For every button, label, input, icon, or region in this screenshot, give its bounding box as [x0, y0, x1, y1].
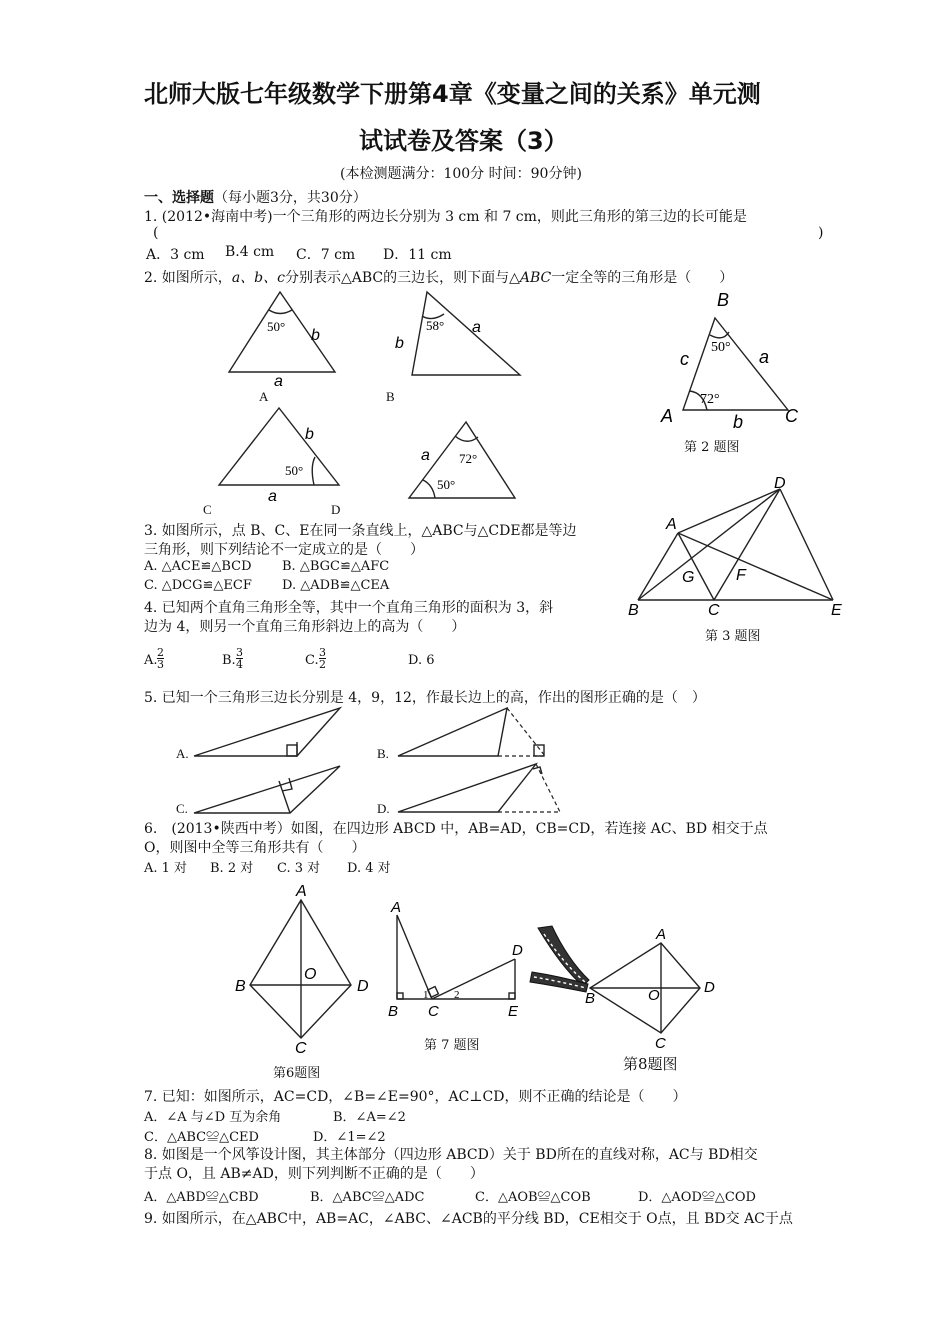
q8-option-d: D．△AOD≌△COD	[638, 1190, 756, 1205]
q8-point-c: C	[655, 1035, 666, 1052]
q3-line-de	[780, 489, 833, 600]
q2-figc-angle-arc	[312, 457, 315, 485]
q8-option-c: C．△AOB≌△COB	[475, 1190, 591, 1205]
q5-figure-a	[190, 703, 350, 763]
section-title: 一、选择题	[144, 190, 214, 206]
q5-figd-triangle	[398, 764, 536, 812]
q8-caption: 第8题图	[623, 1055, 678, 1073]
q2-figd-angle-arc-top	[455, 436, 478, 441]
q4-option-a-fraction	[157, 647, 164, 670]
q4-stem-2: 边为 4，则另一个直角三角形斜边上的高为（ ）	[144, 619, 466, 635]
q2-main-side-a: a	[759, 347, 770, 367]
q1-option-c: C．7 cm	[296, 247, 356, 263]
q8-point-a: A	[656, 926, 667, 943]
q2-main-vertex-a: A	[661, 406, 674, 426]
q6-option-b: B. 2 对	[210, 861, 254, 876]
q5-figc-height	[279, 781, 290, 813]
q2-figa-side-a: a	[274, 373, 283, 390]
q2-figure-b	[395, 290, 522, 385]
q7-line-ac	[397, 915, 432, 999]
q7-stem: 7. 已知：如图所示，AC=CD，∠B=∠E=90°，AC⊥CD，则不正确的结论是（ ）	[144, 1089, 687, 1105]
q2-figure-a	[225, 290, 345, 390]
q8-option-b: B．△ABC≌△ADC	[310, 1190, 425, 1205]
q2-main-figure	[655, 290, 815, 432]
q7-point-c: C	[428, 1003, 439, 1020]
section-note: （每小题3分，共30分）	[214, 190, 367, 206]
q7-angle-1: 1	[423, 989, 429, 1001]
q4-a-den: 3	[157, 658, 164, 671]
q4-c-den: 2	[319, 658, 326, 671]
q4-option-d: D. 6	[408, 653, 435, 668]
q2-figb-side-b: b	[395, 335, 404, 352]
q6-point-b: B	[235, 978, 246, 995]
q5-figb-triangle	[398, 708, 507, 756]
q2-main-triangle	[683, 318, 788, 410]
q7-option-b: B．∠A=∠2	[333, 1110, 406, 1125]
q3-line-bd	[638, 489, 780, 600]
q3-line-ac	[678, 533, 714, 600]
q2-main-side-c: c	[680, 349, 689, 369]
q7-point-e: E	[508, 1003, 519, 1020]
q3-point-f: F	[736, 567, 746, 584]
q5-label-a: A.	[176, 746, 189, 761]
q8-stem-2: 于点 O，且 AB≠AD，则下列判断不正确的是（ ）	[144, 1166, 484, 1182]
q6-point-o: O	[304, 966, 317, 983]
q3-option-b: B. △BGC≌△AFC	[282, 559, 390, 574]
q2-figb-side-a: a	[472, 319, 481, 336]
q2-main-vertex-b: B	[717, 290, 730, 310]
q1-paren-open: (	[153, 225, 159, 241]
q4-a-num: 2	[157, 646, 164, 659]
q2-figb-angle: 58°	[426, 318, 445, 333]
q2-figd-side-a: a	[421, 447, 430, 464]
q3-line-ae	[678, 533, 833, 600]
q5-figd-dashed	[536, 764, 560, 812]
q5-figa-triangle	[194, 708, 340, 756]
q3-caption: 第 3 题图	[705, 629, 761, 644]
q2-caption: 第 2 题图	[684, 440, 740, 455]
q3-stem-2: 三角形，则下列结论不一定成立的是（ ）	[144, 542, 424, 558]
q7-point-a: A	[391, 899, 402, 916]
q6-figure	[232, 880, 377, 1057]
q4-option-b-label: B.	[222, 653, 236, 668]
q2-stem	[144, 267, 733, 287]
q7-option-a: A．∠A 与∠D 互为余角	[144, 1110, 282, 1125]
q1-option-a: A．3 cm	[146, 247, 205, 263]
q6-option-d: D. 4 对	[347, 861, 391, 876]
q4-option-a-label: A.	[144, 653, 158, 668]
q2-figb-triangle	[412, 292, 520, 375]
q4-option-c-fraction	[319, 647, 326, 670]
q2-label-a: A	[259, 389, 269, 404]
q2-figa-angle: 50°	[267, 319, 286, 334]
q2-figure-c	[215, 405, 345, 505]
q4-stem-1: 4. 已知两个直角三角形全等，其中一个直角三角形的面积为 3，斜	[144, 600, 554, 616]
q1-option-b: B.4 cm	[225, 244, 275, 260]
q7-option-c: C．△ABC≌△CED	[144, 1130, 259, 1145]
q3-line-cd	[714, 489, 780, 600]
q5-label-b: B.	[377, 746, 389, 761]
q6-option-c: C. 3 对	[277, 861, 321, 876]
q5-figa-right-angle	[287, 745, 297, 756]
q8-point-o: O	[648, 987, 660, 1004]
q3-point-b: B	[628, 602, 639, 619]
q7-caption: 第 7 题图	[424, 1038, 480, 1053]
q8-point-b: B	[585, 990, 596, 1007]
q1-stem: 1. (2012•海南中考)一个三角形的两边长分别为 3 cm 和 7 cm，则此三角形的第三边的长可能是	[144, 209, 747, 225]
exam-meta: (本检测题满分：100分 时间：90分钟)	[340, 166, 582, 182]
q3-line-ba	[638, 533, 678, 600]
q7-right-angle-e	[509, 993, 515, 999]
q2-figd-angle-2: 50°	[437, 477, 456, 492]
q7-line-cd	[432, 959, 515, 999]
q1-option-d: D．11 cm	[383, 247, 452, 263]
q5-label-d: D.	[377, 801, 390, 816]
q5-figc-triangle	[194, 766, 340, 813]
q2-stem-pre: 2. 如图所示，	[144, 270, 232, 286]
q8-option-a: A．△ABD≌△CBD	[144, 1190, 259, 1205]
q5-stem: 5. 已知一个三角形三边长分别是 4，9，12，作最长边上的高，作出的图形正确的是（ ）	[144, 690, 706, 706]
q6-stem-1: 6. (2013•陕西中考）如图，在四边形 ABCD 中，AB=AD，CB=CD，若连接 AC、BD 相交于点	[144, 821, 768, 837]
q5-figure-d	[395, 760, 570, 818]
q5-figure-c	[190, 763, 350, 818]
q3-option-a: A. △ACE≌△BCD	[144, 559, 252, 574]
q2-main-angle-a: 72°	[700, 392, 720, 407]
q2-figa-side-b: b	[311, 327, 320, 344]
q2-figd-angle-1: 72°	[459, 451, 478, 466]
q1-paren-close: )	[818, 225, 824, 241]
q4-b-num: 3	[236, 646, 243, 659]
q2-figc-side-b: b	[305, 426, 314, 443]
q2-figd-angle-arc-left	[423, 480, 435, 498]
q2-main-vertex-c: C	[785, 406, 798, 426]
q3-point-c: C	[708, 602, 720, 619]
q4-c-num: 3	[319, 646, 326, 659]
q5-figb-height-dashed	[507, 708, 545, 756]
q8-figure	[528, 920, 723, 1050]
q6-point-c: C	[295, 1040, 307, 1057]
q3-point-g: G	[682, 569, 695, 586]
q5-label-c: C.	[176, 801, 188, 816]
q2-figure-d	[405, 420, 520, 502]
q2-figc-triangle	[219, 408, 339, 485]
q2-main-side-b: b	[733, 412, 744, 432]
title-line-2: 试试卷及答案（3）	[359, 127, 568, 155]
q2-stem-post: 一定全等的三角形是（ ）	[551, 270, 734, 286]
q7-figure	[385, 895, 530, 1030]
section-heading	[144, 187, 367, 207]
q3-figure	[628, 475, 848, 620]
q3-line-ad	[678, 489, 780, 533]
q2-triangle: △ABC	[509, 270, 552, 286]
q8-point-d: D	[704, 979, 715, 996]
q3-point-a: A	[666, 516, 677, 533]
q2-figa-angle-arc	[269, 310, 292, 314]
q2-figc-side-a: a	[268, 488, 277, 505]
q7-right-angle-c	[428, 987, 439, 998]
q3-option-d: D. △ADB≌△CEA	[282, 578, 390, 593]
q8-stem-1: 8. 如图是一个风筝设计图，其主体部分（四边形 ABCD）关于 BD所在的直线对称，AC与 BD相交	[144, 1147, 758, 1163]
q2-label-d: D	[331, 502, 341, 517]
q7-point-d: D	[512, 942, 523, 959]
q2-stem-mid: 分别表示△ABC的三边长，则下面与	[284, 270, 510, 286]
q5-figure-b	[395, 703, 555, 763]
q3-stem-1: 3. 如图所示，点 B、C、E在同一条直线上，△ABC与△CDE都是等边	[144, 523, 577, 539]
q2-label-c: C	[203, 502, 212, 517]
q9-stem: 9. 如图所示，在△ABC中，AB=AC，∠ABC、∠ACB的平分线 BD，CE相交于 O点，且 BD交 AC于点	[144, 1211, 793, 1227]
q7-right-angle-b	[397, 993, 403, 999]
q6-caption: 第6题图	[273, 1066, 321, 1081]
q6-point-a: A	[296, 883, 307, 900]
q7-option-d: D．∠1=∠2	[313, 1130, 386, 1145]
q7-angle-2: 2	[454, 989, 460, 1001]
q3-option-c: C. △DCG≌△ECF	[144, 578, 252, 593]
q7-point-b: B	[388, 1003, 399, 1020]
q2-figc-angle: 50°	[285, 463, 304, 478]
q4-option-c-label: C.	[305, 653, 319, 668]
q3-point-d: D	[774, 475, 786, 492]
q6-point-d: D	[357, 978, 369, 995]
q6-stem-2: O，则图中全等三角形共有（ ）	[144, 840, 366, 856]
q2-label-b: B	[386, 389, 395, 404]
title-line-1: 北师大版七年级数学下册第4章《变量之间的关系》单元测	[144, 80, 761, 108]
q2-main-angle-b: 50°	[711, 340, 731, 355]
q2-vars: a、b、c	[231, 270, 285, 286]
q5-figb-right-angle	[534, 745, 544, 756]
q4-b-den: 4	[236, 658, 243, 671]
q3-point-e: E	[831, 602, 842, 619]
q4-option-b-fraction	[236, 647, 243, 670]
q6-option-a: A. 1 对	[144, 861, 188, 876]
